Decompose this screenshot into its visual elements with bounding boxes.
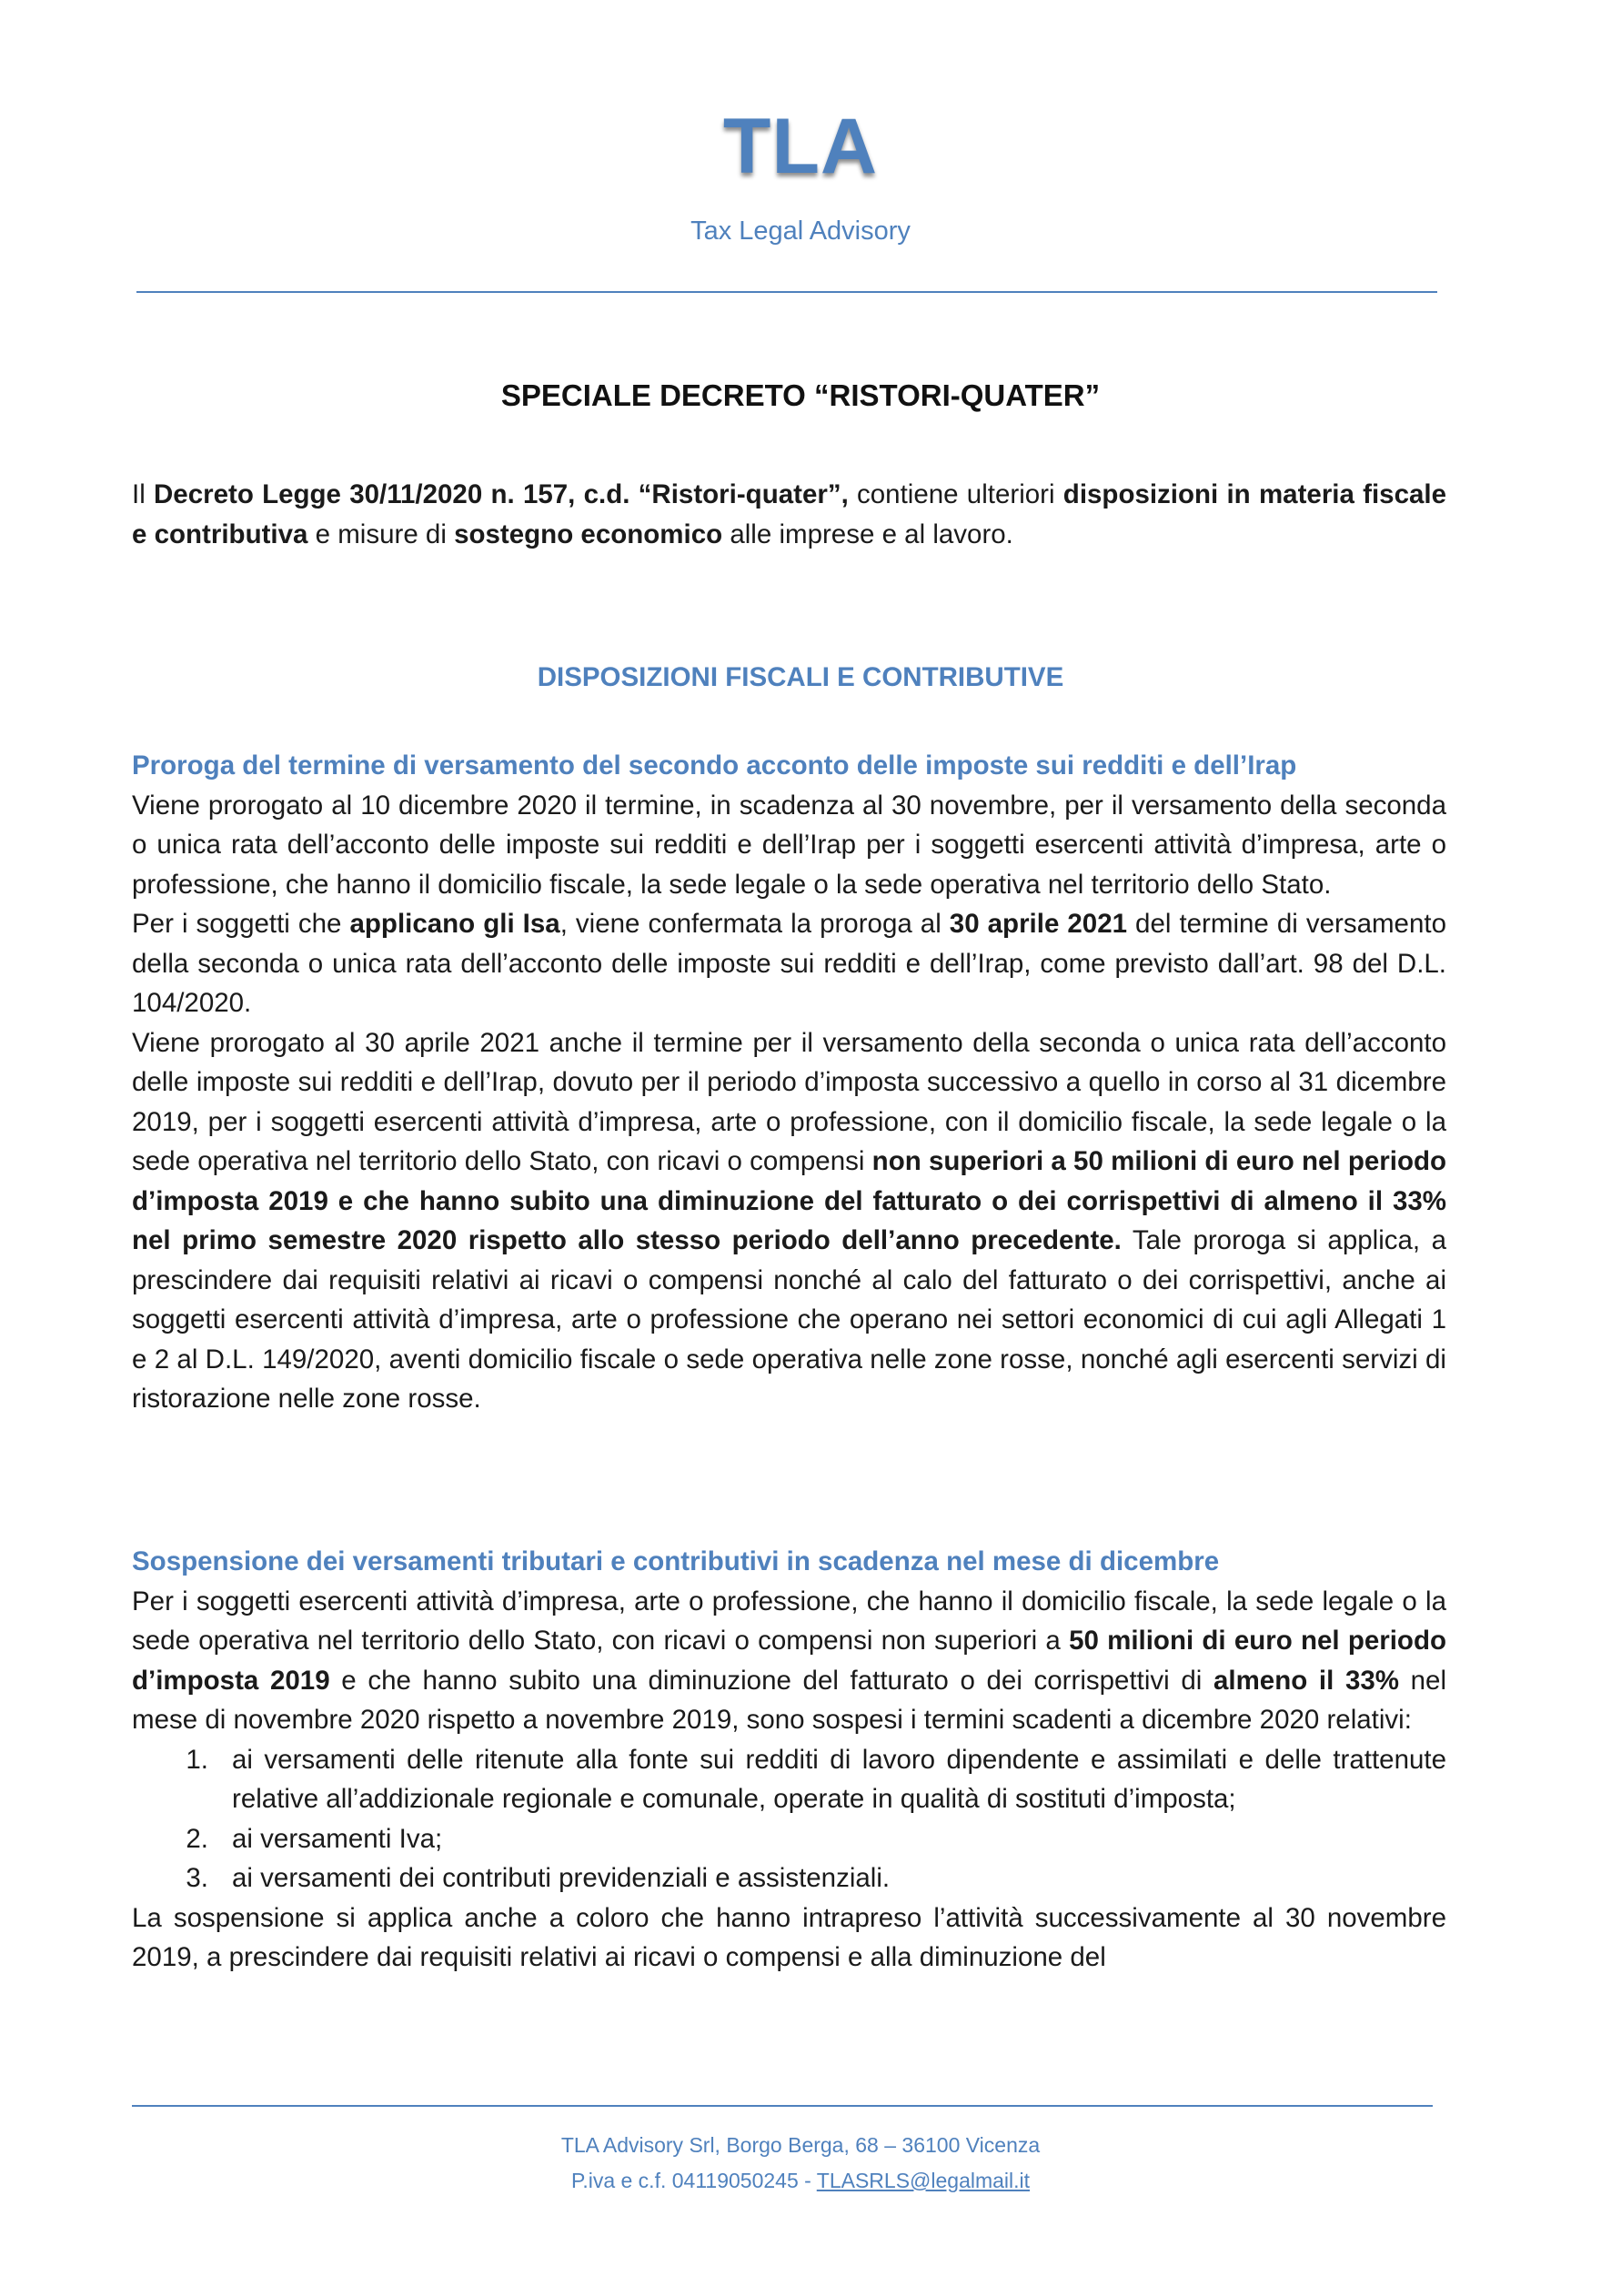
proroga-paragraph-2 [132, 904, 1446, 1023]
sospensione-section [132, 1542, 1446, 1978]
s1-text-e: nel mese di novembre 2020 rispetto a novembre 2019, sono sospesi i termini scadenti a dicembre 2020 relativi: [132, 1665, 1447, 1735]
s1-text-a: Per i soggetti esercenti attività d’impresa, arte o professione, che hanno il domicilio fiscale, la sede legale o la sede operativa nel territorio dello Stato, con ricavi o compensi non superiori a [132, 1586, 1446, 1656]
p2-text-e: del termine di versamento della seconda o unica rata dell’acconto delle imposte sui redditi e dell’Irap, come previsto dall’art. 98 del D.L. 104/2020. [132, 909, 1446, 1018]
list-item-number: 2. [186, 1823, 208, 1854]
s1-bold-d: almeno il 33% [1213, 1665, 1399, 1696]
s1-bold-b: 50 milioni di euro nel periodo d’imposta 2019 [132, 1626, 1446, 1696]
intro-text-4: alle imprese e al lavoro. [722, 519, 1013, 549]
logo: TLA [722, 103, 879, 190]
intro-bold-2: disposizioni in materia fiscale e contributiva [132, 479, 1446, 549]
sospensione-paragraph-1 [132, 1582, 1446, 1740]
intro-text-1: Il [132, 479, 154, 509]
list-item-number: 1. [186, 1744, 208, 1775]
intro-bold-1: Decreto Legge 30/11/2020 n. 157, c.d. “Ristori-quater”, [154, 479, 849, 509]
sospensione-paragraph-2: La sospensione si applica anche a coloro che hanno intrapreso l’attività successivamente al 30 novembre 2019, a prescindere dai requisiti relativi ai ricavi o compensi e alla diminuzione del [132, 1902, 1446, 1972]
list-item [132, 1740, 1446, 1819]
logo-subtitle: Tax Legal Advisory [690, 217, 911, 246]
document-title: SPECIALE DECRETO “RISTORI-QUATER” [500, 378, 1101, 412]
p2-bold-d: 30 aprile 2021 [949, 909, 1128, 939]
p2-text-c: , viene confermata la proroga al [559, 909, 950, 939]
footer-divider [132, 2105, 1433, 2107]
footer-vat: P.iva e c.f. 04119050245 - [570, 2169, 817, 2192]
list-item-text: ai versamenti dei contributi previdenziali e assistenziali. [232, 1863, 891, 1893]
p3-text-c: Tale proroga si applica, a prescindere dai requisiti relativi ai ricavi o compensi nonché al calo del fatturato o dei corrispettivi, anche ai soggetti esercenti attività d’impresa, arte o professione che operano nei settori economici di cui agli Allegati 1 e 2 al D.L. 149/2020, aventi domicilio fiscale o sede operativa nelle zone rosse, nonché agli esercenti servizi di ristorazione nelle zone rosse. [132, 1225, 1446, 1414]
p3-text-a: Viene prorogato al 30 aprile 2021 anche il termine per il versamento della seconda o unica rata dell’acconto delle imposte sui redditi e dell’Irap, dovuto per il periodo d’imposta successivo a quello in corso al 31 dicembre 2019, per i soggetti esercenti attività d’impresa, arte o professione, con il domicilio fiscale, la sede legale o la sede operativa nel territorio dello Stato, con ricavi o compensi [132, 1027, 1446, 1176]
sospensione-heading: Sospensione dei versamenti tributari e contributivi in scadenza nel mese di dicembre [132, 1546, 1220, 1576]
s1-text-c: e che hanno subito una diminuzione del fatturato o dei corrispettivi di [329, 1665, 1213, 1696]
proroga-heading: Proroga del termine di versamento del secondo acconto delle imposte sui redditi e dell’Irap [132, 750, 1297, 780]
intro-paragraph [132, 475, 1446, 554]
sospensione-list [132, 1740, 1446, 1898]
list-item-number: 3. [186, 1863, 208, 1893]
intro-bold-3: sostegno economico [454, 519, 723, 549]
header-divider [136, 291, 1437, 293]
footer-email-link[interactable]: TLASRLS@legalmail.it [816, 2169, 1031, 2192]
list-item-text: ai versamenti delle ritenute alla fonte sui redditi di lavoro dipendente e assimilati e delle trattenute relative all’addizionale regionale e comunale, operate in qualità di sostituti d’imposta; [232, 1744, 1446, 1814]
list-item [132, 1858, 1446, 1898]
intro-text-2: contiene ulteriori [848, 479, 1063, 509]
p2-bold-b: applicano gli Isa [349, 909, 560, 939]
footer-address: TLA Advisory Srl, Borgo Berga, 68 – 36100 Vicenza [560, 2133, 1041, 2157]
p3-bold-b: non superiori a 50 milioni di euro nel periodo d’imposta 2019 e che hanno subito una diminuzione del fatturato o dei corrispettivi di almeno il 33% nel primo semestre 2020 rispetto allo stesso periodo dell’anno precedente. [132, 1146, 1447, 1255]
intro-section [132, 475, 1446, 554]
p2-text-a: Per i soggetti che [132, 909, 350, 939]
section-heading: DISPOSIZIONI FISCALI E CONTRIBUTIVE [537, 662, 1064, 692]
proroga-paragraph-3 [132, 1023, 1446, 1419]
proroga-section [132, 746, 1446, 1419]
intro-text-3: e misure di [307, 519, 455, 549]
footer-tax-info [0, 2170, 1601, 2191]
list-item-text: ai versamenti Iva; [232, 1823, 443, 1854]
proroga-paragraph-1: Viene prorogato al 10 dicembre 2020 il termine, in scadenza al 30 novembre, per il versamento della seconda o unica rata dell’acconto delle imposte sui redditi e dell’Irap per i soggetti esercenti attività d’impresa, arte o professione, che hanno il domicilio fiscale, la sede legale o la sede operativa nel territorio dello Stato. [132, 790, 1446, 900]
list-item [132, 1819, 1446, 1859]
